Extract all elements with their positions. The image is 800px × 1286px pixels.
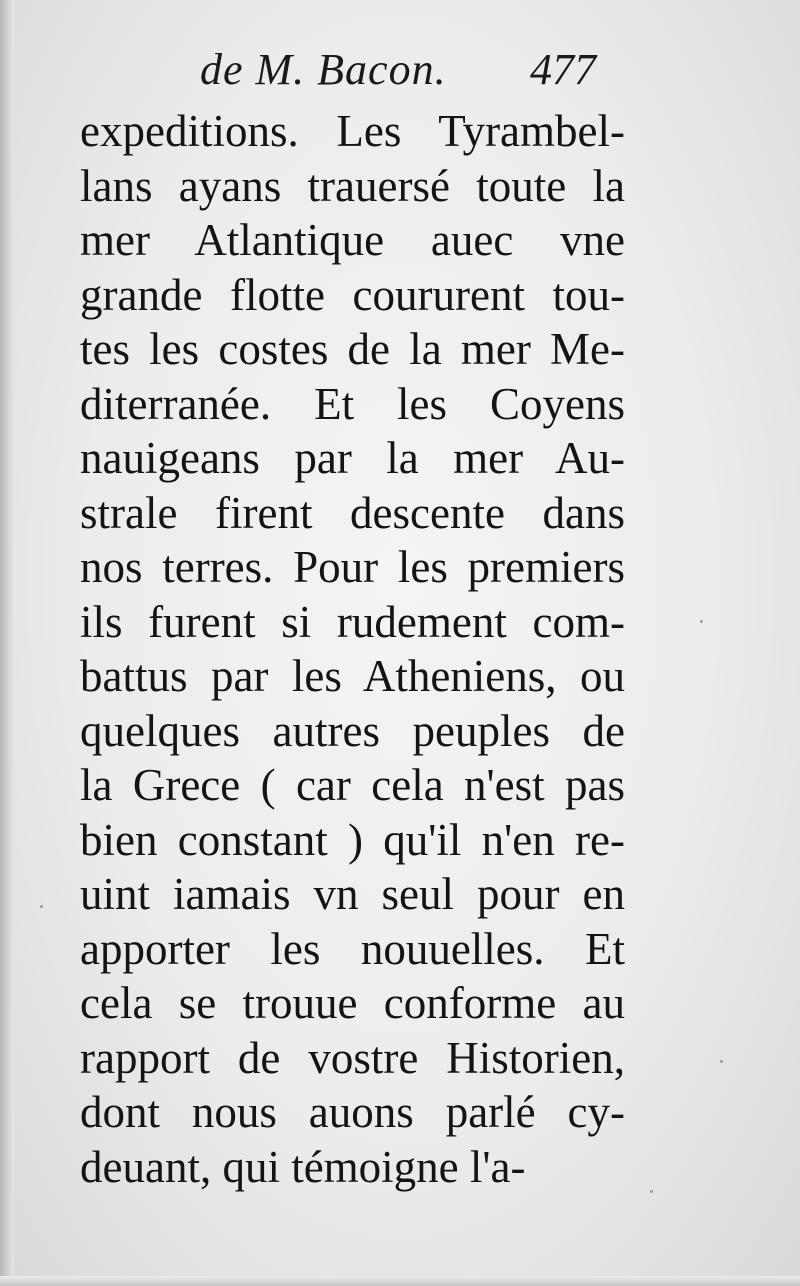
text-line: battus par les Atheniens, ou (80, 651, 625, 701)
running-title: de M. Bacon. (200, 45, 447, 94)
body-text (80, 104, 625, 1194)
text-line: expeditions. Les Tyrambel- (80, 106, 625, 156)
text-line: lans ayans trauersé toute la (80, 160, 625, 211)
text-line: apporter les nouuelles. Et (80, 923, 625, 974)
text-line: cela se trouue conforme au (80, 978, 625, 1028)
page-number: 477 (530, 45, 596, 94)
text-line: strale firent descente dans (80, 487, 625, 538)
paper-speck (650, 1190, 653, 1193)
paper-speck (720, 1060, 723, 1063)
text-line: dont nous auons parlé cy- (80, 1087, 625, 1137)
text-line: uint iamais vn seul pour en (80, 869, 625, 919)
paper-speck (40, 905, 43, 908)
text-line: tes les costes de la mer Me- (80, 324, 625, 374)
text-line: nos terres. Pour les premiers (80, 542, 625, 592)
running-head (200, 38, 640, 98)
page-edge-shadow (0, 0, 14, 1286)
page-bottom-shadow (0, 1276, 800, 1286)
text-line: ils furent si rudement com- (80, 596, 625, 647)
text-line: diterranée. Et les Coyens (80, 378, 625, 429)
text-line: mer Atlantique auec vne (80, 215, 625, 265)
text-line: rapport de vostre Historien, (80, 1032, 625, 1083)
paper-speck (700, 620, 703, 623)
text-line: deuant, qui témoigne l'a- (80, 1141, 526, 1192)
text-line: grande flotte coururent tou- (80, 269, 625, 320)
text-line: quelques autres peuples de (80, 705, 625, 756)
text-line: bien constant ) qu'il n'en re- (80, 814, 625, 865)
text-line: la Grece ( car cela n'est pas (80, 760, 625, 810)
text-line: nauigeans par la mer Au- (80, 433, 625, 483)
